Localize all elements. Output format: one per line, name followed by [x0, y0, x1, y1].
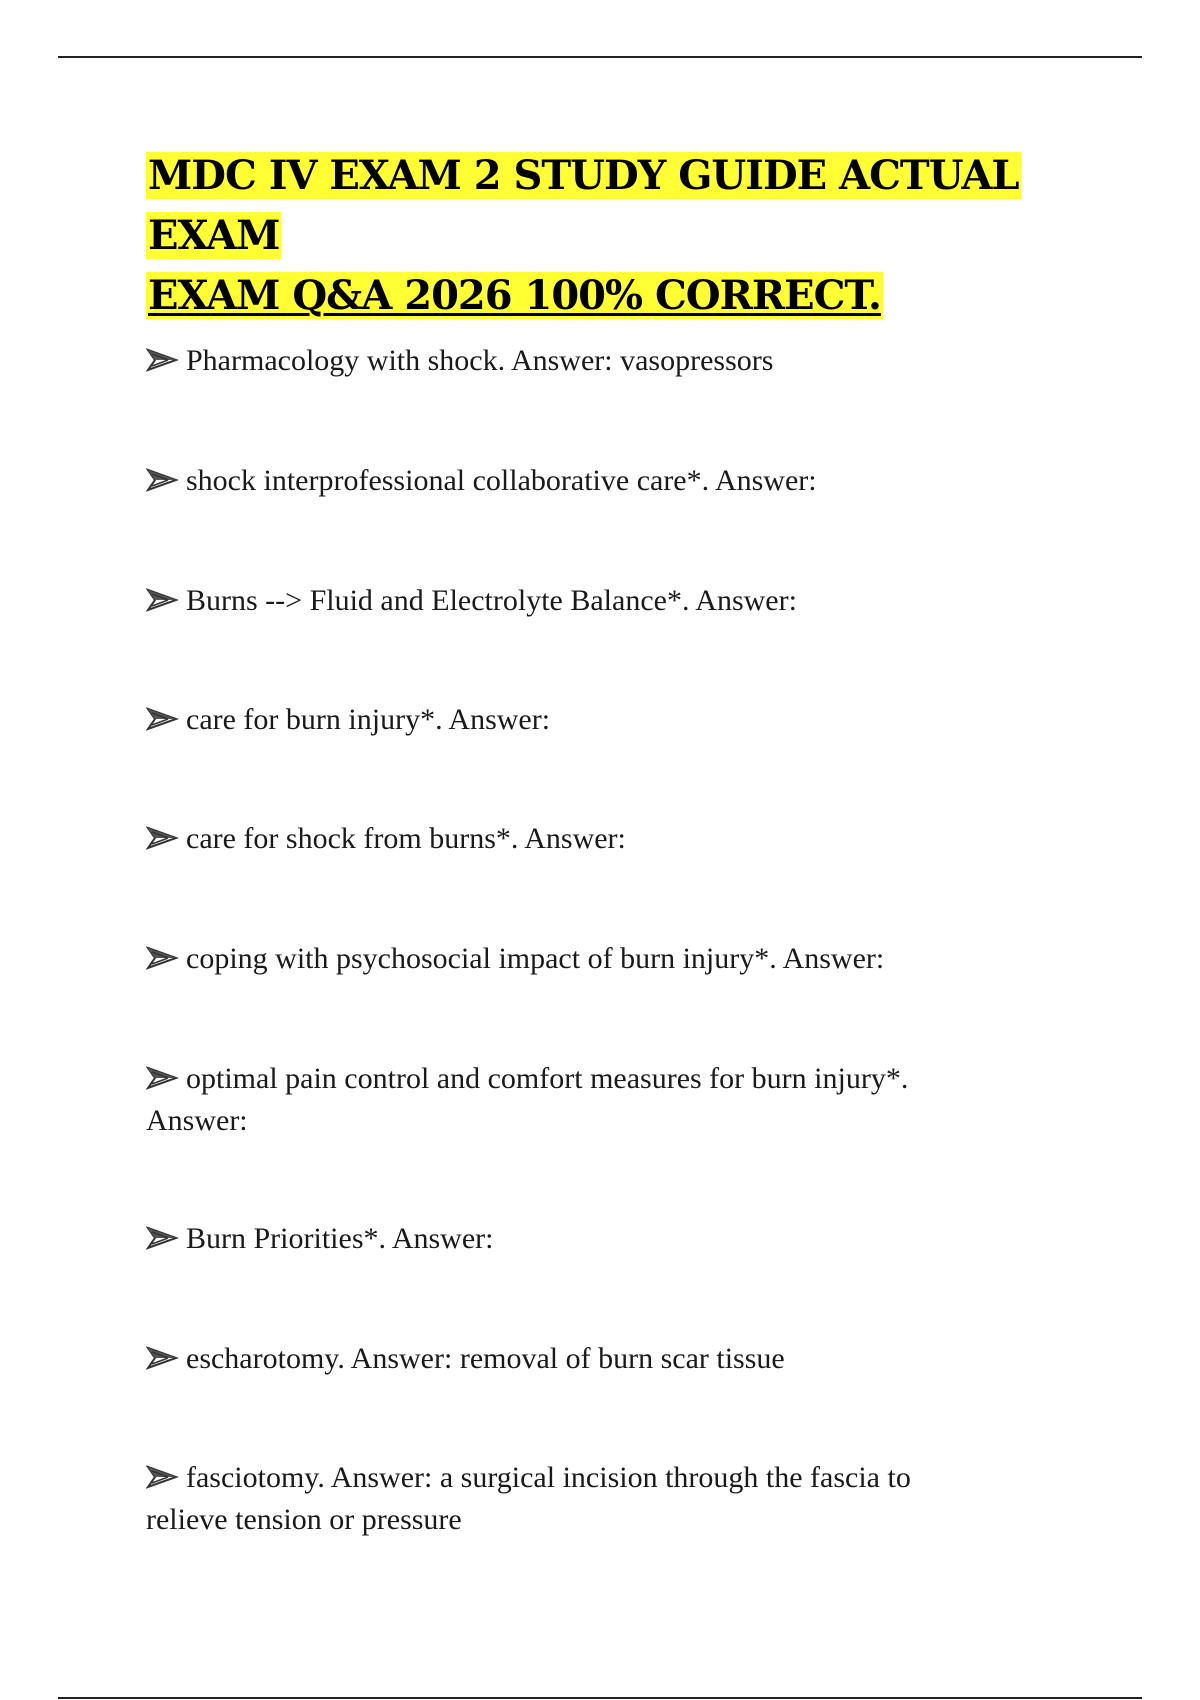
- arrow-bullet-icon: [146, 1464, 180, 1490]
- list-item: [146, 460, 986, 502]
- arrow-bullet-icon: [146, 1225, 180, 1251]
- list-item: [146, 1457, 986, 1541]
- bottom-rule: [58, 1697, 1142, 1699]
- list-item: [146, 699, 986, 741]
- arrow-bullet-icon: [146, 347, 180, 373]
- list-item-text: care for shock from burns*. Answer:: [186, 822, 626, 855]
- list-item-text: Burn Priorities*. Answer:: [186, 1222, 494, 1255]
- list-item-text: fasciotomy. Answer: a surgical incision through the fascia to relieve tension or pressure: [146, 1461, 911, 1536]
- list-item-text: optimal pain control and comfort measures for burn injury*. Answer:: [146, 1062, 909, 1137]
- arrow-bullet-icon: [146, 945, 180, 971]
- document-title: [146, 146, 1066, 326]
- list-item: [146, 1058, 986, 1142]
- top-rule: [58, 56, 1142, 58]
- list-item-text: Pharmacology with shock. Answer: vasopressors: [186, 344, 774, 377]
- list-item: [146, 1218, 986, 1260]
- title-line-1: MDC IV EXAM 2 STUDY GUIDE ACTUAL EXAM: [148, 152, 1019, 259]
- list-item: [146, 818, 986, 860]
- list-item-text: care for burn injury*. Answer:: [186, 703, 551, 736]
- list-item-text: escharotomy. Answer: removal of burn scar tissue: [186, 1342, 785, 1375]
- arrow-bullet-icon: [146, 825, 180, 851]
- list-item: [146, 340, 986, 382]
- arrow-bullet-icon: [146, 467, 180, 493]
- list-item: [146, 580, 986, 622]
- list-item-text: Burns --> Fluid and Electrolyte Balance*. Answer:: [186, 584, 797, 617]
- arrow-bullet-icon: [146, 1065, 180, 1091]
- list-item: [146, 1338, 986, 1380]
- list-item-text: shock interprofessional collaborative care*. Answer:: [186, 464, 817, 497]
- arrow-bullet-icon: [146, 1345, 180, 1371]
- title-line-2: EXAM Q&A 2026 100% CORRECT.: [148, 272, 881, 319]
- arrow-bullet-icon: [146, 706, 180, 732]
- arrow-bullet-icon: [146, 587, 180, 613]
- list-item-text: coping with psychosocial impact of burn injury*. Answer:: [186, 942, 885, 975]
- list-item: [146, 938, 986, 980]
